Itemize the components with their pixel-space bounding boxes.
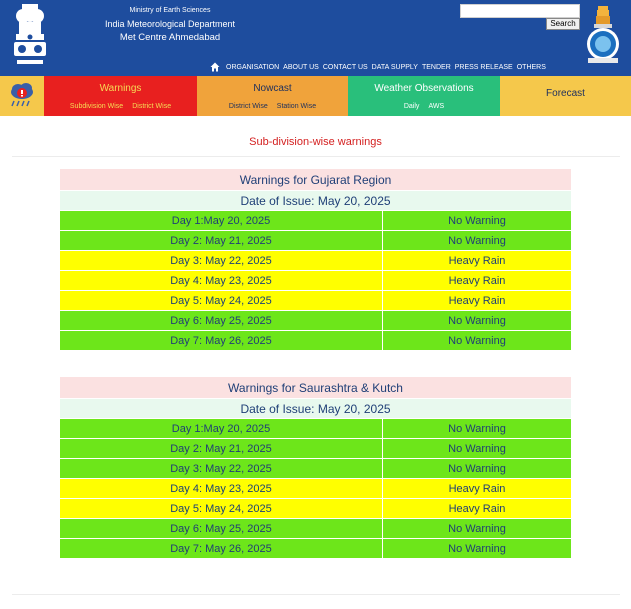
menu-district-wise-warnings[interactable]: District Wise bbox=[132, 103, 172, 110]
weather-alert-icon bbox=[8, 81, 36, 111]
day-cell: Day 6: May 25, 2025 bbox=[60, 311, 383, 331]
menu-observations-title[interactable]: Weather Observations bbox=[374, 83, 474, 94]
menu-daily[interactable]: Daily bbox=[403, 103, 420, 110]
table-title: Warnings for Gujarat Region bbox=[60, 169, 572, 191]
menu-aws[interactable]: AWS bbox=[428, 103, 445, 110]
warning-cell: Heavy Rain bbox=[383, 499, 572, 519]
menu-nowcast[interactable] bbox=[197, 76, 348, 116]
warning-cell: No Warning bbox=[383, 539, 572, 559]
menu-warnings[interactable] bbox=[44, 76, 197, 116]
day-cell: Day 6: May 25, 2025 bbox=[60, 519, 383, 539]
search-button[interactable]: Search bbox=[546, 18, 580, 30]
warning-cell: Heavy Rain bbox=[383, 271, 572, 291]
imd-logo-icon bbox=[584, 4, 622, 64]
weather-alert-tile[interactable] bbox=[0, 76, 44, 116]
day-cell: Day 1:May 20, 2025 bbox=[60, 211, 383, 231]
organisation-title bbox=[90, 6, 250, 45]
menu-forecast-title[interactable]: Forecast bbox=[546, 88, 585, 99]
nav-tender[interactable]: TENDER bbox=[421, 63, 451, 71]
centre-label: Met Centre Ahmedabad bbox=[119, 32, 221, 43]
nav-contact-us[interactable]: CONTACT US bbox=[322, 63, 368, 71]
day-cell: Day 3: May 22, 2025 bbox=[60, 251, 383, 271]
day-cell: Day 5: May 24, 2025 bbox=[60, 499, 383, 519]
day-cell: Day 3: May 22, 2025 bbox=[60, 459, 383, 479]
nav-organisation[interactable]: ORGANISATION bbox=[226, 63, 280, 71]
top-navigation bbox=[210, 61, 546, 73]
warning-cell: No Warning bbox=[383, 459, 572, 479]
search-input[interactable] bbox=[460, 4, 580, 18]
divider bbox=[12, 156, 620, 157]
table-row bbox=[60, 459, 572, 479]
day-cell: Day 4: May 23, 2025 bbox=[60, 479, 383, 499]
table-row bbox=[60, 331, 572, 351]
warning-cell: No Warning bbox=[383, 211, 572, 231]
nav-press-release[interactable]: PRESS RELEASE bbox=[454, 63, 513, 71]
issue-date: Date of Issue: May 20, 2025 bbox=[60, 399, 572, 419]
warning-cell: No Warning bbox=[383, 519, 572, 539]
table-row bbox=[60, 499, 572, 519]
day-cell: Day 1:May 20, 2025 bbox=[60, 419, 383, 439]
table-row bbox=[60, 311, 572, 331]
nav-data-supply[interactable]: DATA SUPPLY bbox=[371, 63, 418, 71]
table-row bbox=[60, 251, 572, 271]
national-emblem-icon bbox=[8, 2, 52, 68]
menu-subdivision-wise[interactable]: Subdivision Wise bbox=[69, 103, 124, 110]
table-row bbox=[60, 439, 572, 459]
menu-district-wise-nowcast[interactable]: District Wise bbox=[228, 103, 268, 110]
table-row bbox=[60, 271, 572, 291]
day-cell: Day 5: May 24, 2025 bbox=[60, 291, 383, 311]
day-cell: Day 7: May 26, 2025 bbox=[60, 539, 383, 559]
nav-others[interactable]: OTHERS bbox=[516, 63, 546, 71]
menu-station-wise[interactable]: Station Wise bbox=[276, 103, 317, 110]
nav-about-us[interactable]: ABOUT US bbox=[283, 63, 319, 71]
warning-cell: No Warning bbox=[383, 331, 572, 351]
menu-weather-observations[interactable] bbox=[348, 76, 500, 116]
table-row bbox=[60, 479, 572, 499]
warning-cell: No Warning bbox=[383, 419, 572, 439]
day-cell: Day 2: May 21, 2025 bbox=[60, 439, 383, 459]
table-row bbox=[60, 211, 572, 231]
day-cell: Day 4: May 23, 2025 bbox=[60, 271, 383, 291]
warning-cell: No Warning bbox=[383, 439, 572, 459]
main-menu bbox=[0, 76, 631, 116]
ministry-label: Ministry of Earth Sciences bbox=[129, 7, 211, 14]
warning-cell: No Warning bbox=[383, 311, 572, 331]
warning-cell: Heavy Rain bbox=[383, 291, 572, 311]
day-cell: Day 7: May 26, 2025 bbox=[60, 331, 383, 351]
menu-forecast[interactable] bbox=[500, 76, 631, 116]
table-row bbox=[60, 231, 572, 251]
divider bbox=[12, 594, 620, 595]
table-row bbox=[60, 519, 572, 539]
menu-nowcast-title[interactable]: Nowcast bbox=[253, 83, 292, 94]
issue-date: Date of Issue: May 20, 2025 bbox=[60, 191, 572, 211]
warnings-table-saurashtra-kutch bbox=[59, 376, 572, 559]
warning-cell: Heavy Rain bbox=[383, 479, 572, 499]
home-icon[interactable] bbox=[210, 62, 220, 72]
warning-cell: Heavy Rain bbox=[383, 251, 572, 271]
site-header bbox=[0, 0, 631, 76]
department-label: India Meteorological Department bbox=[104, 19, 236, 29]
menu-warnings-title[interactable]: Warnings bbox=[99, 83, 142, 94]
page-subtitle: Sub-division-wise warnings bbox=[249, 136, 382, 148]
warnings-table-gujarat bbox=[59, 168, 572, 351]
table-row bbox=[60, 419, 572, 439]
day-cell: Day 2: May 21, 2025 bbox=[60, 231, 383, 251]
table-title: Warnings for Saurashtra & Kutch bbox=[60, 377, 572, 399]
table-row bbox=[60, 291, 572, 311]
warning-cell: No Warning bbox=[383, 231, 572, 251]
table-row bbox=[60, 539, 572, 559]
